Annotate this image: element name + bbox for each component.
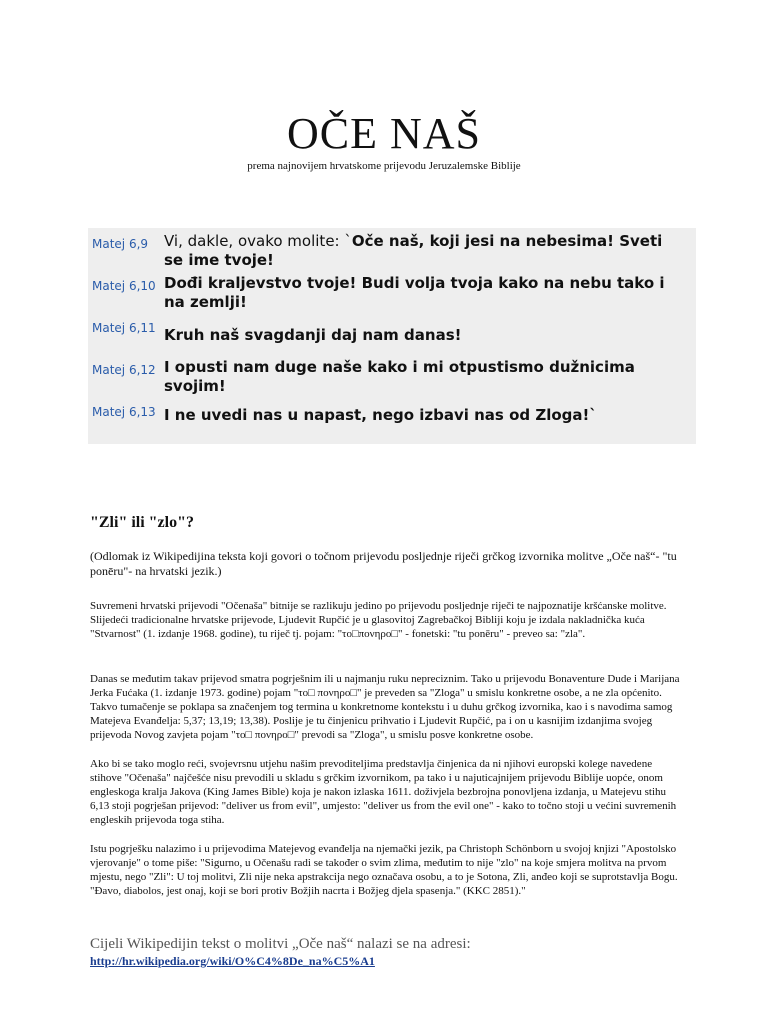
verse-row [88, 272, 696, 314]
page-title: OČE NAŠ [286, 109, 482, 158]
wikipedia-link[interactable]: http://hr.wikipedia.org/wiki/O%C4%8De_na%C5%A1 [90, 954, 375, 968]
verse-prayer: Oče naš, koji jesi na nebesima! Sveti se ime tvoje! [164, 232, 663, 269]
verse-ref[interactable]: Matej 6,9 [92, 237, 149, 251]
verses-table [88, 228, 696, 444]
verse-row [88, 398, 696, 440]
verse-ref[interactable]: Matej 6,11 [92, 321, 156, 335]
body-paragraph: Danas se međutim takav prijevod smatra pogrješnim ili u najmanju ruku nepreciznim. Tako u prijevodu Bonaventure Dude i Marijana Jerka Fućaka (1. izdanje 1973. godine) pojam "το□ πονηρο□" je preveden sa "Zloga" u smislu konkretne osobe, a ne zla općenito. Takvo tumačenje se poklapa sa značenjem tog termina u konkretnome kontekstu i u duhu grčkog izvornika, kao i s navodima samog Matejeva Evanđelja: 5,37; 13,19; 13,38). Poslije je tu činjenicu prihvatio i Ljudevit Rupčić, pa i on u kasnijim izdanjima svojeg prijevoda Novog zavjeta pojam "το□ πονηρο□" prevodi sa "Zloga", u smislu posve konkretne osobe. [90, 673, 680, 741]
verse-prayer: Kruh naš svagdanji daj nam danas! [164, 326, 462, 344]
page-subtitle: prema najnovijem hrvatskome prijevodu Jeruzalemske Biblije [247, 160, 521, 172]
footer-text: Cijeli Wikipedijin tekst o molitvi „Oče naš“ nalazi se na adresi: [90, 936, 471, 952]
body-paragraph: Suvremeni hrvatski prijevodi "Očenaša" bitnije se razlikuju jedino po prijevodu posljednje riječi te najpoznatije kršćanske molitve. Slijedeći tradicionalne hrvatske prijevode, Ljudevit Rupčić je u glasovitoj Zagrebačkoj Bibliji koju je izdala nakladnička kuća "Stvarnost" (1. izdanje 1968. godine), tu riječ tj. pojam: "το□πονηρο□" - fonetski: "tu ponēru" - preveo sa: "zla". [90, 600, 667, 640]
verse-text [164, 314, 696, 345]
verse-row [88, 230, 696, 272]
verse-intro: Vi, dakle, ovako molite: ` [164, 232, 352, 250]
verse-text [164, 272, 696, 312]
body-paragraph: Istu pogrješku nalazimo i u prijevodima Matejevog evanđelja na njemački jezik, pa Christoph Schönborn u svojoj knjizi "Apostolsko vjerovanje" o tome piše: "Sigurno, u Očenašu radi se također o svim zlima, međutim to nije "zlo" na koje smjera molitva na prvom mjestu, nego "Zli": U toj molitvi, Zli nije neka apstrakcija nego označava osobu, a to je Sotona, Zli, anđeo koji se suprotstavlja Bogu. "Đavo, diabolos, jest onaj, koji se bori protiv Božjih nacrta i Božjeg djela spasenja." (KKC 2851)." [90, 843, 678, 897]
verse-ref[interactable]: Matej 6,12 [92, 363, 156, 377]
section-heading: "Zli" ili "zlo"? [90, 514, 194, 531]
verse-ref[interactable]: Matej 6,13 [92, 405, 156, 419]
verse-ref[interactable]: Matej 6,10 [92, 279, 156, 293]
verse-text [164, 398, 696, 425]
verse-row [88, 314, 696, 356]
section-intro: (Odlomak iz Wikipedijina teksta koji govori o točnom prijevodu posljednje riječi grčkog izvornika molitve „Oče naš“- "tu ponēru"- na hrvatski jezik.) [90, 549, 677, 578]
verse-text [164, 230, 696, 270]
verse-prayer: Dođi kraljevstvo tvoje! Budi volja tvoja kako na nebu tako i na zemlji! [164, 274, 665, 311]
verse-prayer: I ne uvedi nas u napast, nego izbavi nas od Zloga!` [164, 406, 597, 424]
verse-text [164, 356, 696, 396]
verse-prayer: I opusti nam duge naše kako i mi otpustismo dužnicima svojim! [164, 358, 635, 395]
body-paragraph: Ako bi se tako moglo reći, svojevrsnu utjehu našim prevoditeljima predstavlja činjenica da ni njihovi europski kolege navedene stihove "Očenaša" najčešće nisu prevodili u skladu s grčkim izvornikom, pa tako i u najuticajnijem prijevodu Biblije uopće, onom engleskoga kralja Jakova (King James Bible) koja je nakon izlaska 1611. doživjela bezbrojna ponovljena izdanja, u Matejevu stihu 6,13 stoji pogrješan prijevod: "deliver us from evil", umjesto: "deliver us from the evil one" - kako to točno stoji u većini suvremenih engleskih prijevoda toga stiha. [90, 758, 677, 826]
verse-row [88, 356, 696, 398]
